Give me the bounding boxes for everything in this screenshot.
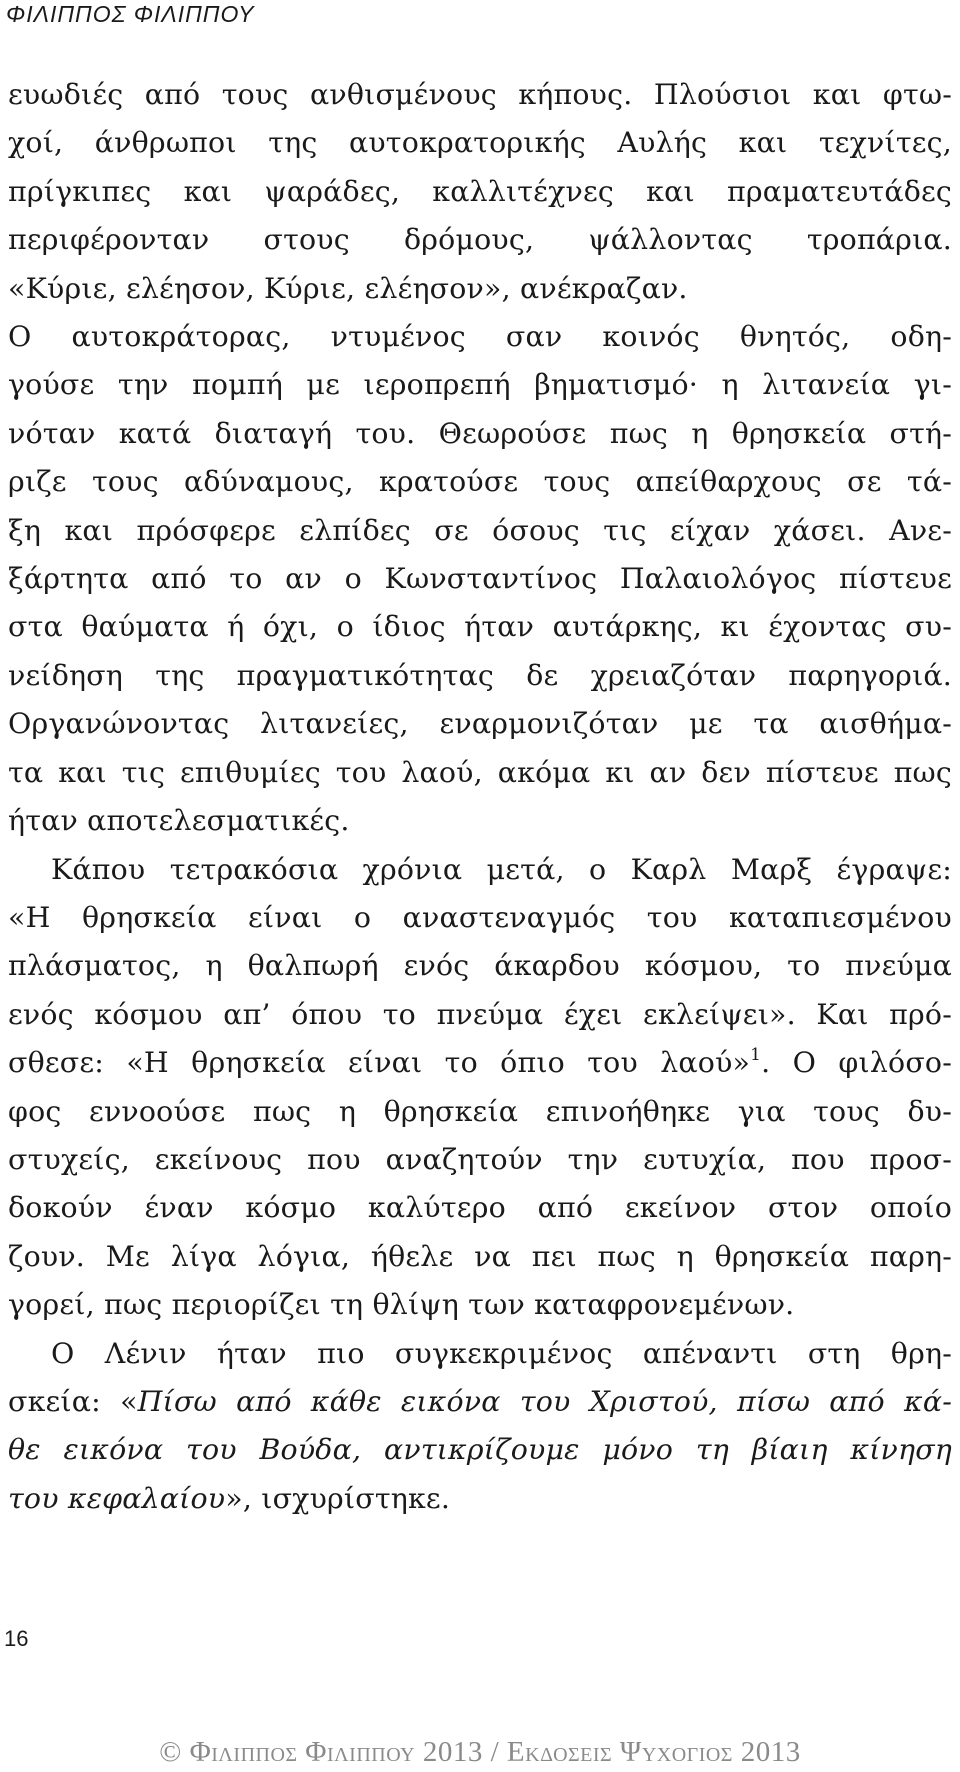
text-segment: . Ο φιλόσο- xyxy=(761,1046,952,1080)
text-line: ζουν. Με λίγα λόγια, ήθελε να πει πως η θρησκεία παρη- xyxy=(8,1239,952,1273)
text-line: γορεί, πως περιορίζει τη θλίψη των καταφρονεμένων. xyxy=(8,1288,795,1322)
text-line: ριζε τους αδύναμους, κρατούσε τους απείθαρχους σε τά- xyxy=(8,465,952,499)
text-line: νόταν κατά διαταγή του. Θεωρούσε πως η θρησκεία στή- xyxy=(8,416,952,450)
text-line: περιφέρονταν στους δρόμους, ψάλλοντας τροπάρια. xyxy=(8,223,952,257)
text-line: στυχείς, εκείνους που αναζητούν την ευτυχία, που προσ- xyxy=(8,1142,952,1176)
text-line: δοκούν έναν κόσμο καλύτερο από εκείνον στον οποίο xyxy=(8,1191,952,1225)
text-line: ξάρτητα από το αν ο Κωνσταντίνος Παλαιολόγος πίστευε xyxy=(8,562,952,596)
text-line: πρίγκιπες και ψαράδες, καλλιτέχνες και πραματευτάδες xyxy=(8,174,952,208)
text-line: «Κύριε, ελέησον, Κύριε, ελέησον», ανέκραζαν. xyxy=(8,271,688,305)
text-line: χοί, άνθρωποι της αυτοκρατορικής Αυλής και τεχνίτες, xyxy=(8,126,952,160)
text-line: ήταν αποτελεσματικές. xyxy=(8,804,350,838)
text-line: Ο Λένιν ήταν πιο συγκεκριμένος απέναντι στη θρη- xyxy=(51,1336,952,1370)
text-line: πλάσματος, η θαλπωρή ενός άκαρδου κόσμου, το πνεύμα xyxy=(8,949,952,983)
text-segment: σθεσε: «Η θρησκεία είναι το όπιο του λαού» xyxy=(8,1046,751,1080)
text-line: Κάπου τετρακόσια χρόνια μετά, ο Καρλ Μαρξ έγραψε: xyxy=(51,852,952,886)
text-segment: σκεία: « xyxy=(8,1384,138,1418)
text-line: Ο αυτοκράτορας, ντυμένος σαν κοινός θνητός, οδη- xyxy=(8,320,952,354)
italic-quote: του κεφαλαίου xyxy=(8,1481,226,1515)
text-line: Οργανώνοντας λιτανείες, εναρμονιζόταν με τα αισθήμα- xyxy=(8,707,952,741)
italic-quote: θε εικόνα του Βούδα, αντικρίζουμε μόνο τη βίαιη κίνηση xyxy=(8,1433,952,1467)
body-text xyxy=(8,71,952,1523)
text-line xyxy=(8,1378,952,1426)
text-segment: », ισχυρίστηκε. xyxy=(225,1481,451,1515)
text-line: στα θαύματα ή όχι, ο ίδιος ήταν αυτάρκης, κι έχοντας συ- xyxy=(8,610,952,644)
text-line xyxy=(8,1039,952,1087)
text-line xyxy=(8,1475,952,1523)
text-line: φος εννοούσε πως η θρησκεία επινοήθηκε για τους δυ- xyxy=(8,1094,952,1128)
text-line: «Η θρησκεία είναι ο αναστεναγμός του καταπιεσμένου xyxy=(8,900,952,934)
page-number: 16 xyxy=(4,1626,29,1651)
text-line: ενός κόσμου απ’ όπου το πνεύμα έχει εκλείψει». Και πρό- xyxy=(8,997,952,1031)
running-head: ΦΙΛΙΠΠΟΣ ΦΙΛΙΠΠΟΥ xyxy=(6,1,255,27)
italic-quote: Πίσω από κάθε εικόνα του Χριστού, πίσω από κά- xyxy=(137,1384,952,1418)
copyright-notice: © Φιλιππος Φιλιππου 2013 / Εκδοσεις Ψυχογιος 2013 xyxy=(159,1736,801,1768)
text-line: ευωδιές από τους ανθισμένους κήπους. Πλούσιοι και φτω- xyxy=(8,78,952,111)
text-line: νείδηση της πραγματικότητας δε χρειαζόταν παρηγοριά. xyxy=(8,658,952,692)
text-line: τα και τις επιθυμίες του λαού, ακόμα κι αν δεν πίστευε πως xyxy=(8,755,952,789)
text-line xyxy=(8,1426,952,1474)
footnote-marker: 1 xyxy=(750,1045,762,1066)
text-line: γούσε την πομπή με ιεροπρεπή βηματισμό· η λιτανεία γι- xyxy=(8,368,952,402)
text-line: ξη και πρόσφερε ελπίδες σε όσους τις είχαν χάσει. Ανε- xyxy=(8,513,952,547)
